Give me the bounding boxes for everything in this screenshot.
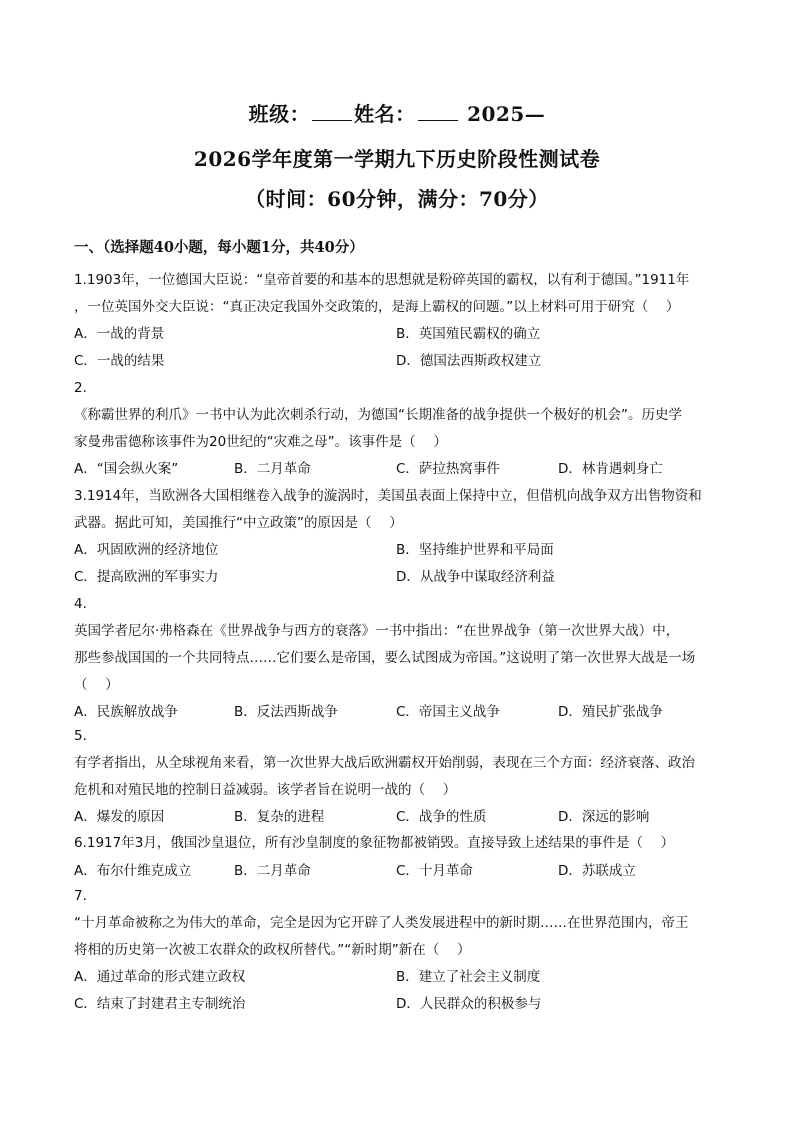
option-c[interactable]: C．结束了封建君主专制统治: [74, 996, 246, 1012]
class-blank[interactable]: [312, 102, 352, 121]
question-stem: [74, 591, 720, 699]
question-stem: [74, 883, 720, 964]
stem-line: 5.: [74, 728, 87, 744]
option-row: [74, 991, 734, 1018]
stem-line: ，一位英国外交大臣说：“真正决定我国外交政策的，是海上霸权的问题。”以上材料可用于研究（ ）: [74, 299, 680, 315]
question-stem: [74, 830, 720, 857]
stem-line: 2.: [74, 380, 87, 396]
option-a[interactable]: A．布尔什维克成立: [74, 863, 192, 879]
option-row: [74, 348, 734, 375]
stem-line: 1.1903年，一位德国大臣说：“皇帝首要的和基本的思想就是粉碎英国的霸权，以有利于德国。”1911年: [74, 272, 690, 288]
option-d[interactable]: D．深远的影响: [558, 809, 650, 825]
option-c[interactable]: C．十月革命: [396, 863, 473, 879]
class-label: 班级：: [248, 102, 311, 126]
option-d[interactable]: D．林肯遇刺身亡: [558, 461, 663, 477]
option-a[interactable]: A．“国会纵火案”: [74, 461, 179, 477]
question-stem: [74, 723, 720, 804]
stem-line: 《称霸世界的利爪》一书中认为此次刺杀行动，为德国“长期准备的战争提供一个极好的机会”。历史学: [74, 407, 682, 423]
option-row: [74, 456, 734, 483]
option-a[interactable]: A．巩固欧洲的经济地位: [74, 542, 219, 558]
option-d[interactable]: D．苏联成立: [558, 863, 636, 879]
stem-line: 有学者指出，从全球视角来看，第一次世界大战后欧洲霸权开始削弱，表现在三个方面：经济衰落、政治: [74, 755, 695, 771]
option-a[interactable]: A．民族解放战争: [74, 704, 178, 720]
option-d[interactable]: D．从战争中谋取经济利益: [396, 569, 555, 585]
stem-line: 家曼弗雷德称该事件为20世纪的“灾难之母”。该事件是（ ）: [74, 434, 447, 450]
name-blank[interactable]: [418, 102, 458, 121]
option-b[interactable]: B．坚持维护世界和平局面: [396, 542, 554, 558]
option-b[interactable]: B．二月革命: [234, 461, 311, 477]
stem-line: 7.: [74, 888, 87, 904]
option-row: [74, 564, 734, 591]
option-row: [74, 858, 734, 885]
stem-line: 危机和对殖民地的控制日益减弱。该学者旨在说明一战的（ ）: [74, 782, 457, 798]
option-b[interactable]: B．建立了社会主义制度: [396, 969, 541, 985]
option-b[interactable]: B．复杂的进程: [234, 809, 325, 825]
option-d[interactable]: D．殖民扩张战争: [558, 704, 663, 720]
option-c[interactable]: C．一战的结果: [74, 353, 165, 369]
header-line-1: [0, 98, 794, 127]
year-text: 2025—: [467, 102, 546, 126]
option-b[interactable]: B．反法西斯战争: [234, 704, 338, 720]
option-a[interactable]: A．一战的背景: [74, 326, 165, 342]
exam-title: 2026学年度第一学期九下历史阶段性测试卷: [193, 147, 601, 171]
exam-time-score: （时间：60分钟，满分：70分）: [245, 187, 549, 211]
stem-line: 6.1917年3月，俄国沙皇退位，所有沙皇制度的象征物都被销毁。直接导致上述结果的事件是（ ）: [74, 835, 675, 851]
stem-line: 将相的历史第一次被工农群众的政权所替代。”“新时期”新在（ ）: [74, 942, 471, 958]
question-stem: [74, 375, 720, 456]
stem-line: 3.1914年，当欧洲各大国相继卷入战争的漩涡时，美国虽表面上保持中立，但借机向战争双方出售物资和: [74, 488, 702, 504]
option-row: [74, 804, 734, 831]
option-c[interactable]: C．提高欧洲的军事实力: [74, 569, 219, 585]
option-d[interactable]: D．德国法西斯政权建立: [396, 353, 542, 369]
option-a[interactable]: A．通过革命的形式建立政权: [74, 969, 246, 985]
stem-line: 那些参战国国的一个共同特点……它们要么是帝国，要么试图成为帝国。”这说明了第一次世界大战是一场: [74, 650, 696, 666]
option-c[interactable]: C．帝国主义战争: [396, 704, 500, 720]
option-d[interactable]: D．人民群众的积极参与: [396, 996, 542, 1012]
option-a[interactable]: A．爆发的原因: [74, 809, 165, 825]
stem-line: （ ）: [74, 677, 119, 693]
option-row: [74, 537, 734, 564]
stem-line: 英国学者尼尔·弗格森在《世界战争与西方的衰落》一书中指出：“在世界战争（第一次世界大战）中，: [74, 623, 680, 639]
option-row: [74, 964, 734, 991]
stem-line: 武器。据此可知，美国推行“中立政策”的原因是（ ）: [74, 515, 403, 531]
question-stem: [74, 267, 720, 321]
name-label: 姓名：: [354, 102, 416, 126]
stem-line: “十月革命被称之为伟大的革命，完全是因为它开辟了人类发展进程中的新时期……在世界范围内，帝王: [74, 915, 689, 931]
option-b[interactable]: B．二月革命: [234, 863, 311, 879]
option-c[interactable]: C．战争的性质: [396, 809, 487, 825]
option-row: [74, 321, 734, 348]
option-c[interactable]: C．萨拉热窝事件: [396, 461, 500, 477]
option-row: [74, 699, 734, 726]
option-b[interactable]: B．英国殖民霸权的确立: [396, 326, 541, 342]
section-heading: 一、（选择题40小题，每小题1分，共40分）: [74, 239, 364, 256]
question-stem: [74, 483, 720, 537]
stem-line: 4.: [74, 596, 87, 612]
